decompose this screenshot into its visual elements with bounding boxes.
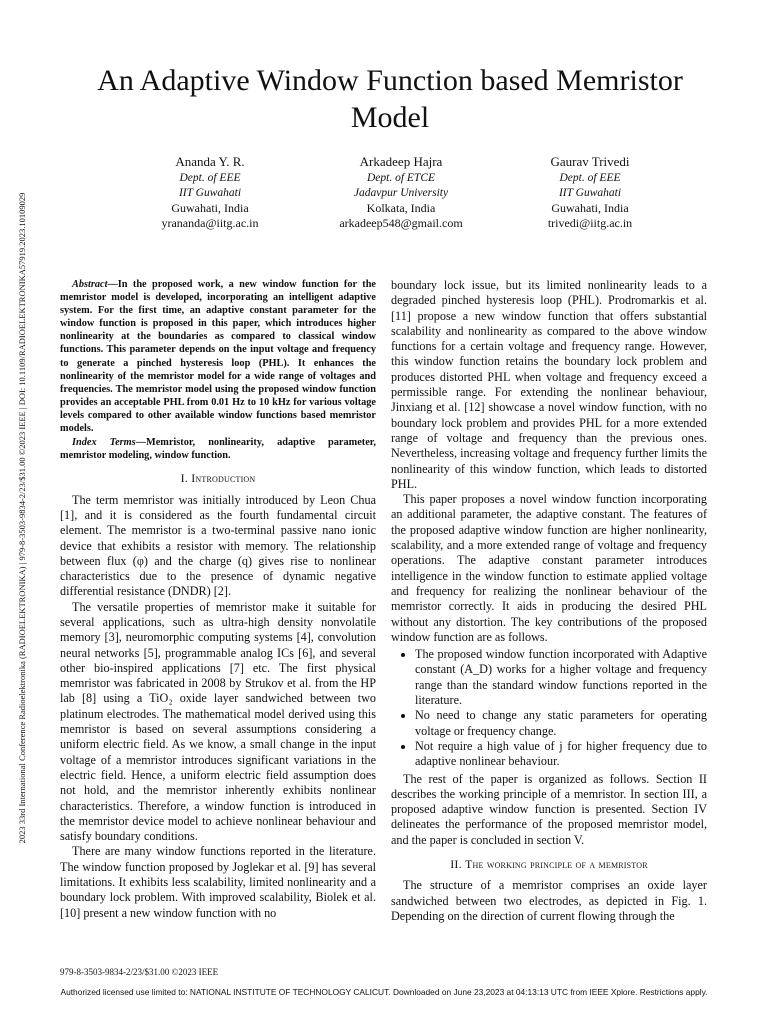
section-number: I. xyxy=(180,471,189,486)
author-name: Ananda Y. R. xyxy=(175,154,245,169)
section-heading-working-principle xyxy=(391,857,707,872)
author-institution: IIT Guwahati xyxy=(558,187,622,199)
section-number: II. xyxy=(450,856,462,871)
footer-isbn: 979-8-3503-9834-2/23/$31.00 ©2023 IEEE xyxy=(60,967,219,977)
list-item: • Not require a high value of j for higher frequency due to adaptive nonlinear behaviour. xyxy=(415,739,707,770)
abstract-label: Abstract xyxy=(72,279,108,290)
author-1 xyxy=(105,154,315,231)
paragraph: The rest of the paper is organized as follows. Section II describes the working principle of a memristor. In section III, a proposed adaptive window function is presented. Section IV delineates the performance of the proposed memristor model, and the paper is concluded in section V. xyxy=(391,771,707,847)
author-email[interactable]: trivedi@iitg.ac.in xyxy=(547,216,633,230)
index-terms-text: —Memristor, nonlinearity, adaptive parameter, memristor modeling, window function. xyxy=(60,437,376,462)
index-terms-label: Index Terms xyxy=(72,437,136,449)
paragraph: There are many window functions reported in the literature. The window function proposed by Joglekar et al. [9] has several limitations. It exhibits less scalability, limited nonlinearity and a boundary lock problem. With improved scalability, Biolek et al. [10] present a new window function with no xyxy=(60,844,376,920)
paragraph: This paper proposes a novel window function incorporating an additional parameter, the adaptive constant. The features of the proposed adaptive window function are higher nonlinearity, scalability, and a more extended range of voltage and frequency operations. The adaptive constant parameter introduces intelligence in the window function to estimate applied voltage and frequency for realizing the nonlinear behaviour of the memristor correctly. It aids in producing the desired PHL without any distortion. The key contributions of the proposed window function are as follows. xyxy=(391,492,707,644)
paper-title: An Adaptive Window Function based Memristor Model xyxy=(97,64,683,134)
section-title: The working principle of a memristor xyxy=(465,856,648,871)
author-institution: Jadavpur University xyxy=(353,187,449,199)
left-column xyxy=(60,278,376,921)
author-name: Gaurav Trivedi xyxy=(550,154,630,169)
author-dept: Dept. of EEE xyxy=(559,172,621,184)
author-2 xyxy=(296,154,506,231)
paragraph: The structure of a memristor comprises an oxide layer sandwiched between two electrodes, as depicted in Fig. 1. Depending on the direction of current flowing through the xyxy=(391,878,707,923)
author-city: Kolkata, India xyxy=(366,201,436,215)
author-dept: Dept. of ETCE xyxy=(366,172,436,184)
paragraph: The term memristor was initially introduced by Leon Chua [1], and it is considered as the fourth fundamental circuit element. The memristor is a two-terminal passive nano ionic device that exhibits a resistor with memory. The relationship between flux (φ) and the charge (q) gives rise to nonlinear characteristics due to the presence of dynamic negative differential resistance (DNDR) [2]. xyxy=(60,492,376,599)
author-city: Guwahati, India xyxy=(551,201,629,215)
author-email[interactable]: yrananda@iitg.ac.in xyxy=(161,216,259,230)
footer-authorized-use: Authorized licensed use limited to: NATIONAL INSTITUTE OF TECHNOLOGY CALICUT. Downloaded on June 23,2023 at 04:13:13 UTC from IEEE Xplore. Restrictions apply. xyxy=(60,987,708,997)
author-email[interactable]: arkadeep548@gmail.com xyxy=(339,216,463,230)
paragraph: boundary lock issue, but its limited nonlinearity leads to a degraded pinched hysteresis loop (PHL). Prodromarkis et al. [11] propose a new window function that offers substantial scalability and nonlinearity as compared to the above window functions for a certain voltage and frequency range. However, this window function retains the boundary lock problem and produces distorted PHL when voltage and frequency exceed a permissible range. For extending the nonlinear behaviour, Jinxiang et al. [12] showcase a novel window function, with no boundary lock problem and provides PHL for a more extended range of voltage and frequency than the previous ones. Nevertheless, increasing voltage and frequency further limits the nonlinearity of this window function, which leads to distorted PHL. xyxy=(391,278,707,491)
abstract xyxy=(60,278,376,435)
section-title: Introduction xyxy=(191,471,256,486)
index-terms xyxy=(60,436,376,462)
conference-sidebar xyxy=(16,118,28,918)
author-city: Guwahati, India xyxy=(171,201,249,215)
section-heading-introduction xyxy=(60,471,376,486)
conference-sidebar-text: 2023 33rd International Conference Radioelektronika (RADIOELEKTRONIKA) | 979-8-3503-9834-2/23/$31.00 ©2023 IEEE | DOI: 10.1109/RADIOELEKTRONIKA57919.2023.10109029 xyxy=(17,192,27,844)
author-name: Arkadeep Hajra xyxy=(359,154,443,169)
author-institution: IIT Guwahati xyxy=(178,187,242,199)
list-item: • No need to change any static parameters for operating voltage or frequency change. xyxy=(415,708,707,739)
author-3 xyxy=(485,154,695,231)
author-dept: Dept. of EEE xyxy=(179,172,241,184)
contribution-list xyxy=(391,647,707,769)
list-item: • The proposed window function incorporated with Adaptive constant (A_D) works for a higher voltage and frequency range than the standard window functions reported in the literature. xyxy=(415,647,707,708)
abstract-text: —In the proposed work, a new window function for the memristor model is developed, incorporating an intelligent adaptive system. For the first time, an adaptive constant parameter for the window function is proposed in this paper, which introduces higher nonlinearity at the boundaries as compared to classical window functions. This parameter depends on the input voltage and frequency to generate a pinched hysteresis loop (PHL). It enhances the nonlinearity of the memristor model for a wide range of voltages and frequencies. The memristor model using the proposed window function provides an acceptable PHL from 0.01 Hz to 10 kHz for various voltage levels compared to other available window functions based memristor models. xyxy=(60,279,376,435)
right-column xyxy=(391,278,707,924)
paragraph: The versatile properties of memristor make it suitable for several applications, such as ultra-high density nonvolatile memory [3], neuromorphic computing systems [4], convolution neural networks [5], programmable analog ICs [6], and several other bio-inspired applications [7] etc. The first physical memristor was fabricated in 2008 by Strukov et al. from the HP lab [8] using a TiO₂ oxide layer sandwiched between two platinum electrodes. The mathematical model derived using this memristor is based on several assumptions considering a uniform electric field. As we know, a small change in the input voltage of a memristor introduces significant variations in the electric field. Hence, a uniform electric field assumption does not hold, and the memristor inherently exhibits nonlinear characteristics. Therefore, a window function is introduced in the memristor device model to achieve nonlinear behaviour and satisfy boundary conditions. xyxy=(60,599,376,844)
